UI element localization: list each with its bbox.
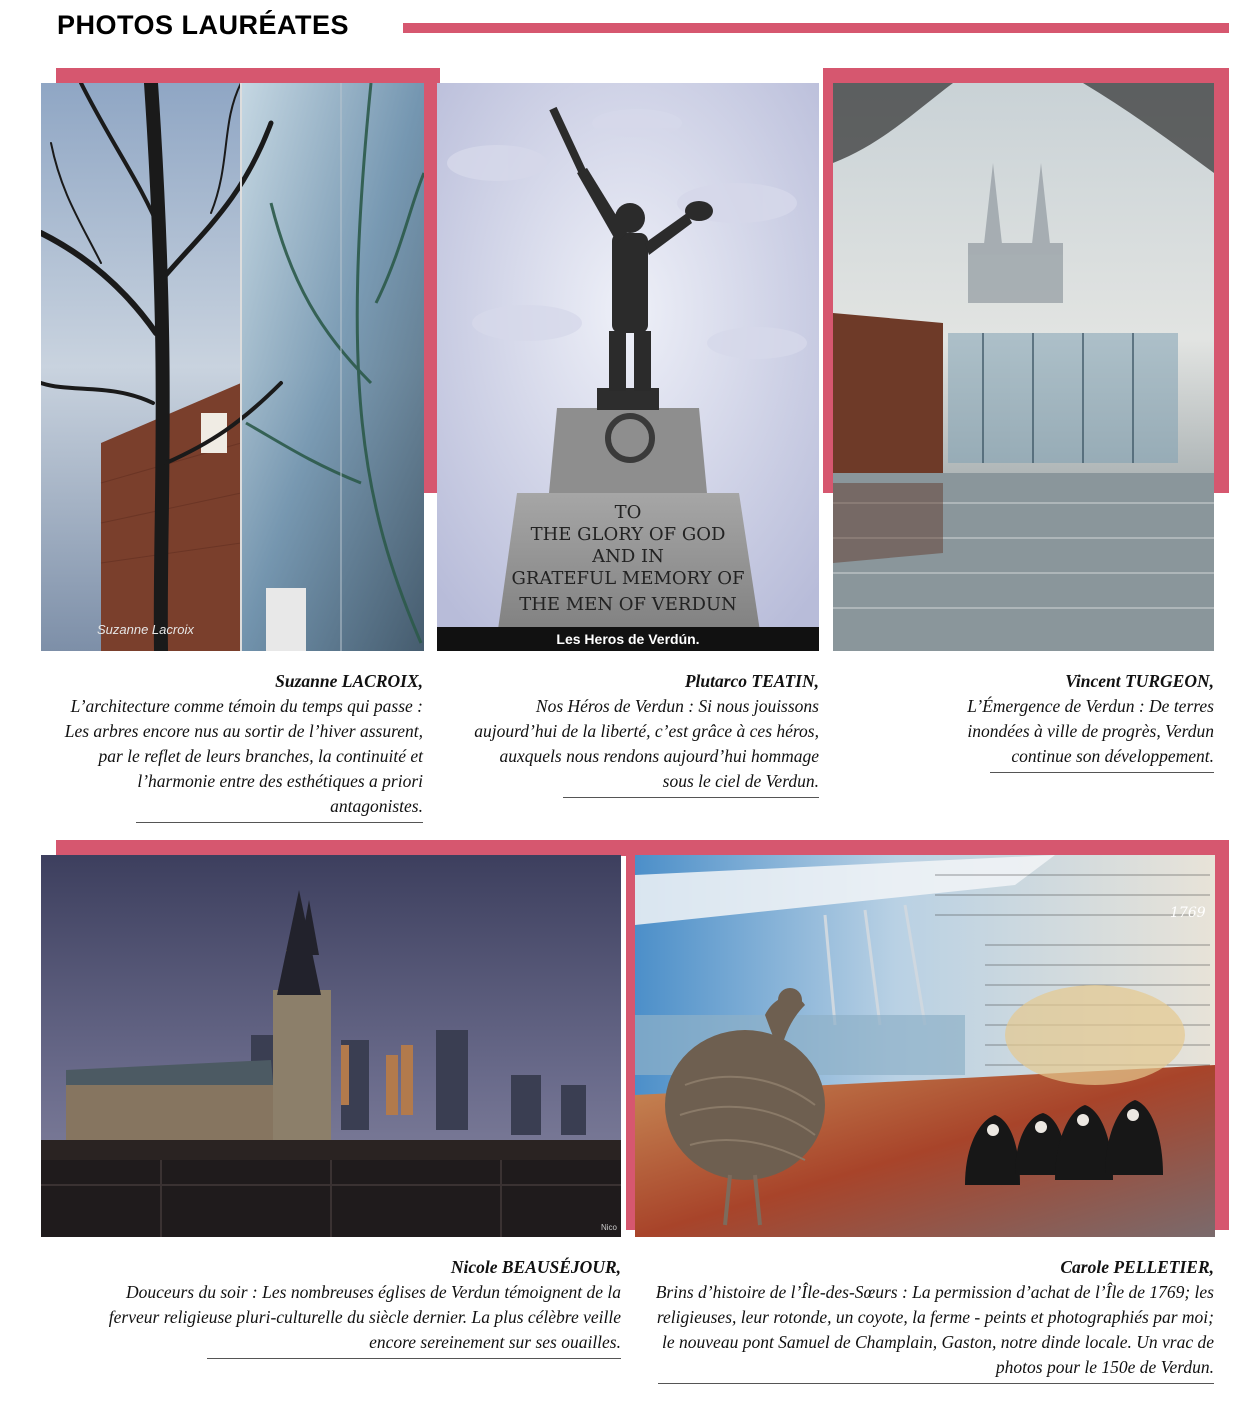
inscription-line-4: GRATEFUL MEMORY OF [511,568,745,589]
caption-turgeon [920,669,1214,769]
photo-lacroix-signature: Suzanne Lacroix [97,622,194,637]
caption-rule-beausejour [207,1358,621,1359]
photo-turgeon [833,83,1214,651]
caption-text-beausejour: Douceurs du soir : Les nombreuses églises de Verdun témoignent de la ferveur religieuse pluri-culturelle du siècle dernier. La plus célèbre veille encore sereinement sur ses ouailles. [108,1282,621,1352]
photo-lacroix [41,83,424,651]
photo-beausejour [41,855,621,1237]
inscription-line-3: AND IN [592,546,664,567]
author-beausejour: Nicole BEAUSÉJOUR, [450,1257,621,1277]
accent-frame-bottom-left [56,840,626,856]
caption-rule-lacroix [136,822,423,823]
caption-rule-turgeon [990,772,1214,773]
photo-pelletier-year: 1769 [1170,905,1206,921]
author-lacroix: Suzanne LACROIX, [275,671,423,691]
photo-beausejour-signature: Nico [601,1223,618,1232]
caption-pelletier [650,1255,1214,1380]
inscription-line-5: THE MEN OF VERDUN [519,594,737,615]
caption-rule-pelletier [658,1383,1214,1384]
caption-text-pelletier: Brins d’histoire de l’Île-des-Sœurs : La permission d’achat de l’Île de 1769; les religieuses, leur rotonde, un coyote, la ferme - peints et photographiés par moi; le nouveau pont Samuel de Champlain, Gaston, notre dinde locale. Un vrac de photos pour le 150e de Verdun. [655,1282,1214,1377]
photo-pelletier [635,855,1215,1237]
caption-teatin [465,669,819,794]
page-title: PHOTOS LAURÉATES [57,10,350,40]
author-teatin: Plutarco TEATIN, [684,671,819,691]
header-rule [403,23,1229,33]
author-turgeon: Vincent TURGEON, [1065,671,1214,691]
caption-beausejour [100,1255,621,1355]
caption-text-teatin: Nos Héros de Verdun : Si nous jouissons aujourd’hui de la liberté, c’est grâce à ces héros, auxquels nous rendons aujourd’hui hommage sous le ciel de Verdun. [474,696,819,791]
author-pelletier: Carole PELLETIER, [1060,1257,1214,1277]
inscription-line-2: THE GLORY OF GOD [530,524,726,545]
photo-teatin-banner: Les Heros de Verdún. [556,631,700,647]
caption-lacroix [60,669,423,819]
inscription-line-1: TO [614,502,642,523]
caption-text-turgeon: L’Émergence de Verdun : De terres inondées à ville de progrès, Verdun continue son développement. [967,696,1214,766]
caption-rule-teatin [563,797,819,798]
photo-teatin [437,83,819,651]
caption-text-lacroix: L’architecture comme témoin du temps qui passe : Les arbres encore nus au sortir de l’hiver assurent, par le reflet de leurs branches, la continuité et l’harmonie entre des esthétiques a priori antagonistes. [64,696,423,816]
